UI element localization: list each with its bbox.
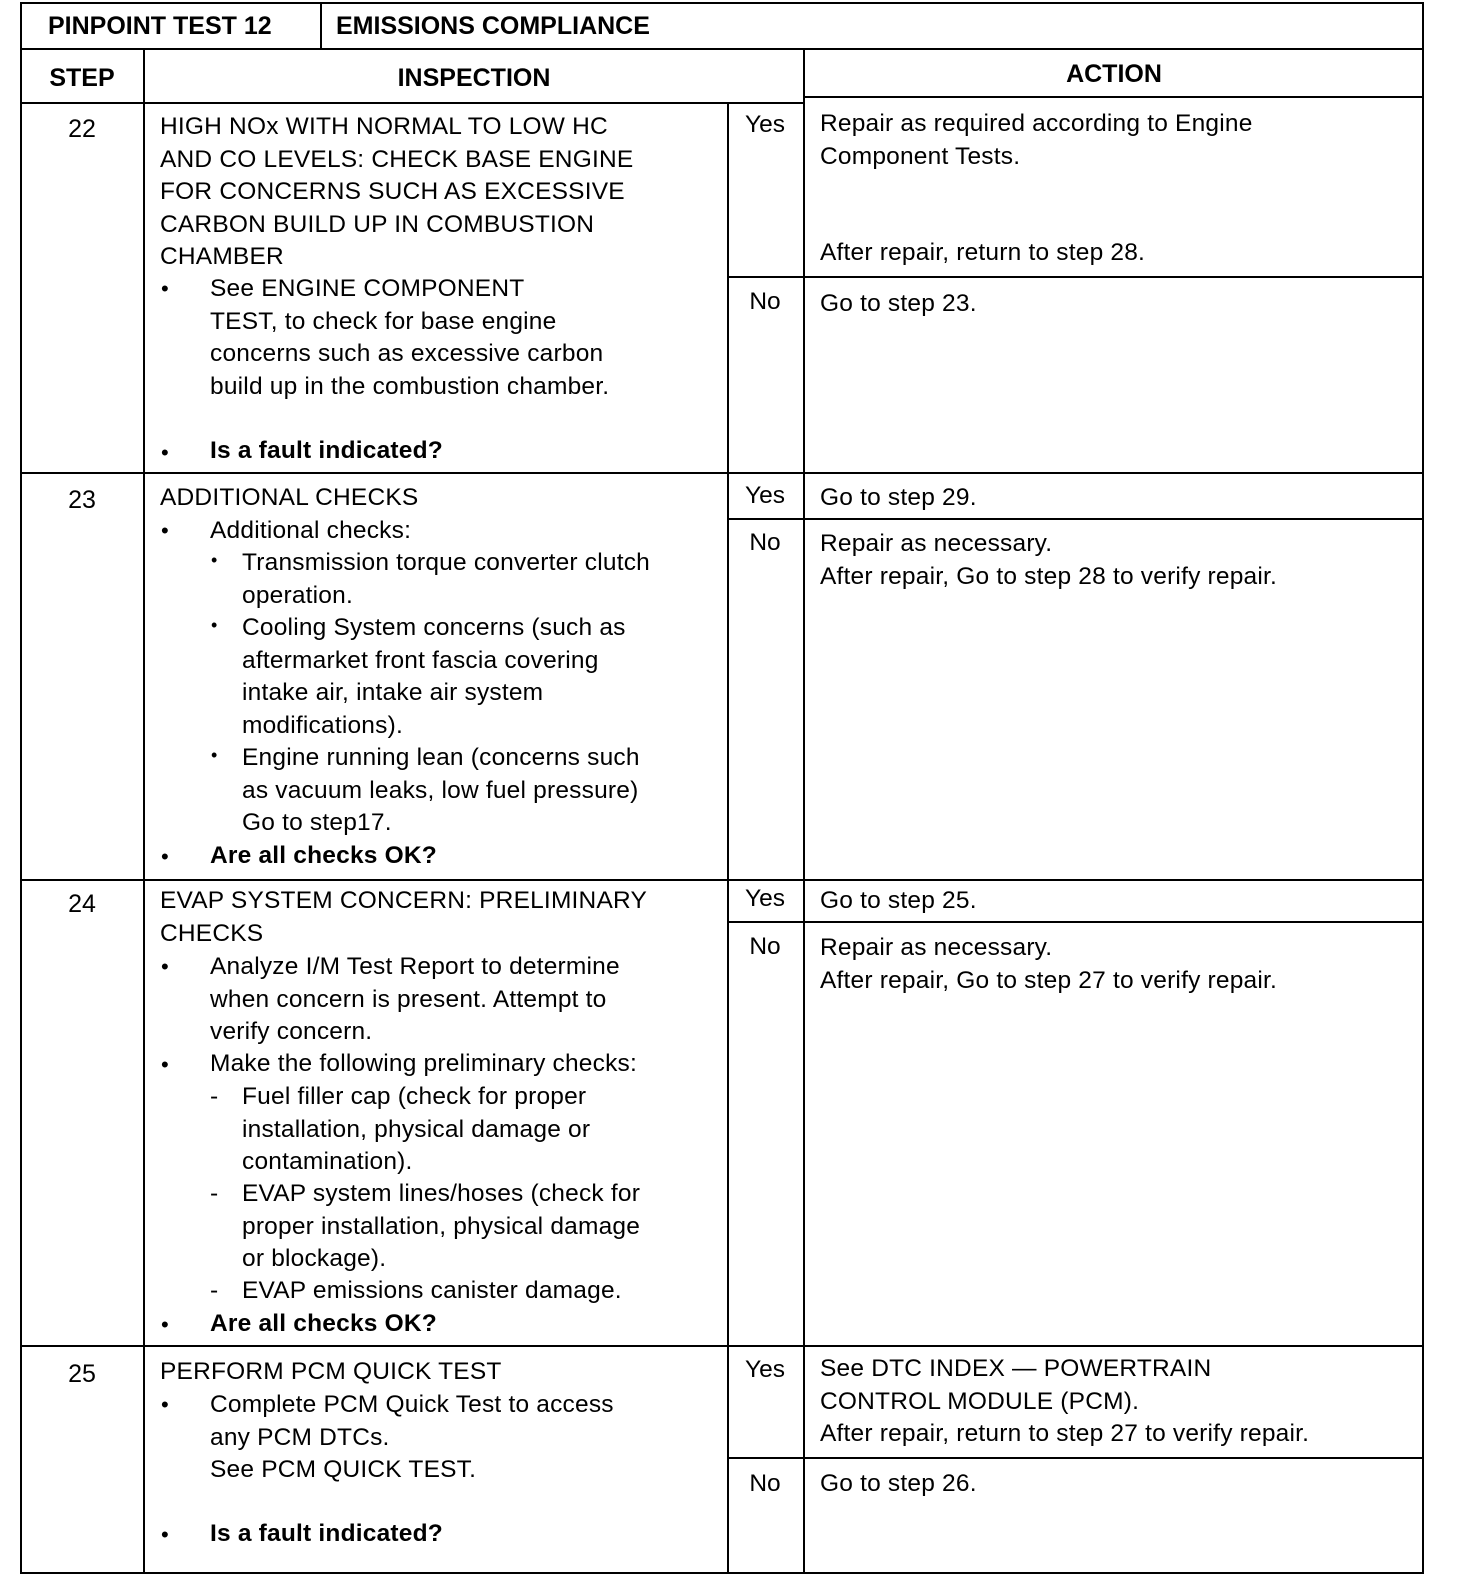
table-border-top: [20, 2, 1424, 4]
sub-item: [242, 742, 640, 840]
text-line: when concern is present. Attempt to: [210, 985, 607, 1013]
inspection-question: Is a fault indicated?: [210, 1520, 443, 1547]
text-line: HIGH NOx WITH NORMAL TO LOW HC: [160, 113, 608, 140]
divider: [727, 921, 1424, 923]
inspection-question: Is a fault indicated?: [210, 437, 443, 464]
sub-item: [242, 547, 650, 612]
inspection-bullet: [210, 273, 609, 403]
dash-item: EVAP emissions canister damage.: [242, 1277, 622, 1304]
divider: [320, 2, 322, 49]
no-label: No: [749, 933, 781, 960]
step-title: [160, 885, 647, 950]
divider: [20, 102, 804, 104]
text-line: Repair as necessary.: [820, 530, 1053, 557]
text-line: After repair, return to step 27 to verify repair.: [820, 1420, 1310, 1447]
divider: [727, 102, 729, 1574]
text-line: Go to step17.: [242, 809, 392, 836]
text-line: EVAP system lines/hoses (check for: [242, 1180, 641, 1207]
inspection-question: Are all checks OK?: [210, 1310, 437, 1337]
dash-icon: -: [210, 1180, 219, 1207]
bullet-icon: •: [161, 518, 169, 543]
text-line: After repair, Go to step 27 to verify repair.: [820, 966, 1278, 994]
no-label: No: [749, 1470, 781, 1497]
yes-label: Yes: [745, 1356, 785, 1383]
no-action: Go to step 26.: [820, 1470, 977, 1497]
step-number: 23: [68, 486, 96, 514]
divider: [20, 472, 1424, 474]
bullet-icon: •: [161, 440, 169, 465]
text-line: modifications).: [242, 711, 403, 739]
text-line: CARBON BUILD UP IN COMBUSTION: [160, 210, 595, 238]
test-title: EMISSIONS COMPLIANCE: [336, 12, 650, 40]
step-number: 22: [68, 115, 96, 143]
inspection-bullet: Additional checks:: [210, 517, 412, 544]
text-line: operation.: [242, 581, 353, 609]
step-title: PERFORM PCM QUICK TEST: [160, 1358, 502, 1385]
bullet-icon: •: [161, 954, 169, 979]
bullet-icon: •: [211, 745, 218, 765]
text-line: Cooling System concerns (such as: [242, 614, 626, 641]
divider: [727, 518, 1424, 520]
text-line: Transmission torque converter clutch: [242, 549, 650, 576]
divider: [20, 879, 1424, 881]
text-line: EVAP SYSTEM CONCERN: PRELIMINARY: [160, 887, 647, 914]
divider: [727, 1457, 1424, 1459]
inspection-question: Are all checks OK?: [210, 842, 437, 869]
yes-action: [820, 1353, 1309, 1451]
column-header-inspection: INSPECTION: [397, 64, 551, 92]
no-action: [820, 932, 1277, 997]
step-title: [160, 111, 633, 274]
yes-label: Yes: [745, 482, 785, 509]
table-border-bottom: [20, 1572, 1424, 1574]
inspection-bullet: [210, 951, 620, 1049]
text-line: FOR CONCERNS SUCH AS EXCESSIVE: [160, 178, 625, 205]
no-action: [820, 528, 1277, 593]
yes-label: Yes: [745, 111, 785, 138]
text-line: intake air, intake air system: [242, 679, 544, 706]
yes-action: Go to step 25.: [820, 887, 977, 914]
bullet-icon: •: [161, 1312, 169, 1337]
dash-item: [242, 1081, 590, 1179]
yes-action: Go to step 29.: [820, 484, 977, 511]
bullet-icon: •: [161, 1392, 169, 1417]
no-label: No: [749, 288, 781, 315]
text-line: See PCM QUICK TEST.: [210, 1456, 477, 1483]
table-border-right: [1422, 2, 1424, 1574]
text-line: CONTROL MODULE (PCM).: [820, 1387, 1140, 1415]
text-line: or blockage).: [242, 1245, 387, 1272]
text-line: Fuel filler cap (check for proper: [242, 1083, 587, 1110]
step-title: ADDITIONAL CHECKS: [160, 484, 419, 511]
text-line: Component Tests.: [820, 142, 1021, 170]
inspection-bullet: Make the following preliminary checks:: [210, 1050, 637, 1077]
bullet-icon: •: [161, 276, 169, 301]
text-line: Complete PCM Quick Test to access: [210, 1391, 614, 1418]
text-line: Repair as required according to Engine: [820, 110, 1253, 137]
step-number: 24: [68, 890, 96, 918]
text-line: Engine running lean (concerns such: [242, 744, 640, 771]
text-line: installation, physical damage or: [242, 1115, 591, 1143]
step-number: 25: [68, 1360, 96, 1388]
text-line: See DTC INDEX — POWERTRAIN: [820, 1355, 1212, 1382]
text-line: CHAMBER: [160, 243, 284, 270]
divider: [20, 1345, 1424, 1347]
text-line: See ENGINE COMPONENT: [210, 275, 525, 302]
yes-action: [820, 108, 1253, 173]
dash-item: [242, 1178, 640, 1276]
column-header-step: STEP: [49, 64, 115, 92]
bullet-icon: •: [211, 550, 218, 570]
text-line: contamination).: [242, 1148, 413, 1175]
divider: [20, 48, 1424, 50]
divider: [727, 276, 1424, 278]
inspection-bullet: [210, 1389, 614, 1487]
bullet-icon: •: [211, 615, 218, 635]
no-label: No: [749, 529, 781, 556]
dash-icon: -: [210, 1083, 219, 1110]
bullet-icon: •: [161, 1052, 169, 1077]
divider: [804, 96, 1424, 98]
text-line: aftermarket front fascia covering: [242, 646, 599, 674]
pinpoint-test-table: [20, 2, 1452, 1586]
bullet-icon: •: [161, 1522, 169, 1547]
yes-action-after: After repair, return to step 28.: [820, 239, 1146, 266]
yes-label: Yes: [745, 885, 785, 912]
text-line: CHECKS: [160, 919, 264, 947]
text-line: proper installation, physical damage: [242, 1212, 641, 1240]
text-line: AND CO LEVELS: CHECK BASE ENGINE: [160, 145, 634, 173]
text-line: as vacuum leaks, low fuel pressure): [242, 776, 639, 804]
column-header-action: ACTION: [1066, 60, 1162, 88]
bullet-icon: •: [161, 844, 169, 869]
text-line: Repair as necessary.: [820, 934, 1053, 961]
dash-icon: -: [210, 1277, 219, 1304]
text-line: After repair, Go to step 28 to verify repair.: [820, 562, 1278, 590]
test-label: PINPOINT TEST 12: [48, 12, 272, 40]
text-line: verify concern.: [210, 1018, 373, 1045]
text-line: Analyze I/M Test Report to determine: [210, 953, 620, 980]
sub-item: [242, 612, 626, 742]
table-border-left: [20, 2, 22, 1574]
text-line: any PCM DTCs.: [210, 1423, 390, 1451]
text-line: TEST, to check for base engine: [210, 307, 557, 335]
text-line: build up in the combustion chamber.: [210, 372, 610, 400]
no-action: Go to step 23.: [820, 290, 977, 317]
text-line: concerns such as excessive carbon: [210, 340, 604, 367]
